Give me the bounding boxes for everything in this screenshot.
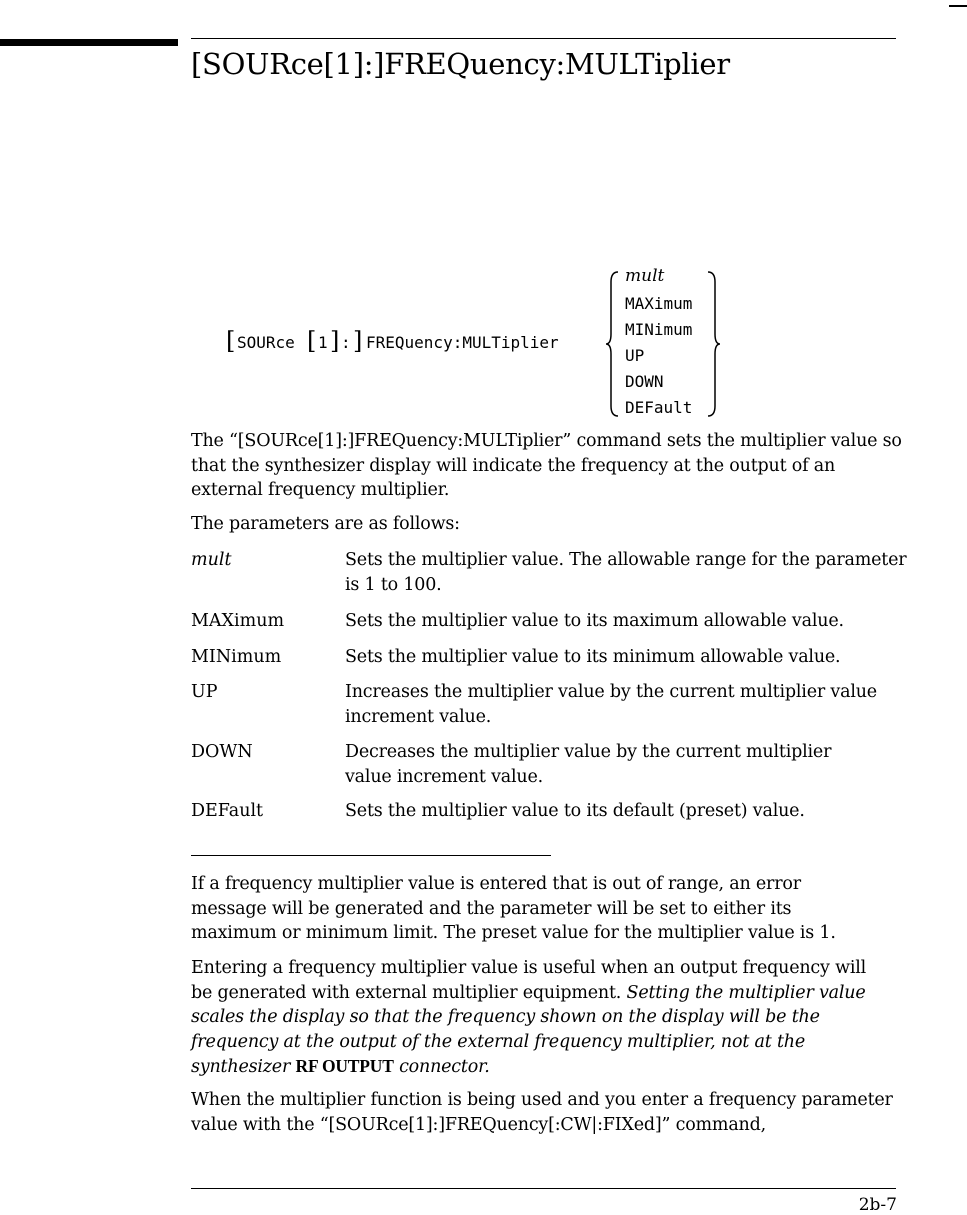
param-name: mult bbox=[191, 550, 232, 570]
param-description: Increases the multiplier value by the current multiplier value increment value. bbox=[345, 682, 877, 727]
note-usage-emphasis: Setting the multiplier value scales the display so that the frequency shown on the display will be the frequency at the output of the external frequency multiplier, not at the synthesizer bbox=[191, 982, 866, 1077]
syntax-option-down: DOWN bbox=[625, 372, 664, 391]
note-multiplier-usage bbox=[191, 956, 891, 1080]
right-brace bbox=[706, 270, 722, 418]
intro-paragraph: The “[SOURce[1]:]FREQuency:MULTiplier” command sets the multiplier value so that the synthesizer display will indicate the frequency at the output of an external frequency multiplier. bbox=[191, 431, 902, 500]
param-name: UP bbox=[191, 682, 218, 702]
syntax-option-minimum: MINimum bbox=[625, 320, 693, 339]
header-thick-bar bbox=[0, 39, 178, 46]
param-description: Decreases the multiplier value by the current multiplier value increment value. bbox=[345, 742, 832, 787]
syntax-command: FREQuency:MULTiplier bbox=[366, 333, 559, 352]
param-description: Sets the multiplier value to its maximum allowable value. bbox=[345, 611, 844, 631]
page-title: [SOURce[1]:]FREQuency:MULTiplier bbox=[191, 47, 730, 81]
note-out-of-range: If a frequency multiplier value is entered that is out of range, an error message will be generated and the parameter will be set to either its maximum or minimum limit. The preset value for the multiplier value is 1. bbox=[191, 874, 836, 943]
syntax-inner-open-bracket: [ bbox=[307, 327, 317, 355]
param-name: DOWN bbox=[191, 742, 253, 762]
left-brace bbox=[604, 270, 620, 418]
syntax-colon: : bbox=[341, 333, 351, 352]
syntax-open-bracket: [ bbox=[226, 327, 236, 355]
note-usage-emphasis-end: connector. bbox=[399, 1057, 490, 1077]
note-usage-text: Entering a frequency multiplier value is useful when an output frequency will be generated with external multiplier equipment. bbox=[191, 958, 867, 1003]
syntax-close-bracket: ] bbox=[353, 327, 363, 355]
syntax-option-default: DEFault bbox=[625, 398, 693, 417]
param-description: Sets the multiplier value to its minimum allowable value. bbox=[345, 647, 841, 667]
header-rule bbox=[191, 38, 896, 39]
param-description: Sets the multiplier value. The allowable range for the parameter is 1 to 100. bbox=[345, 550, 907, 595]
parameters-intro: The parameters are as follows: bbox=[191, 514, 460, 534]
page-number: 2b-7 bbox=[858, 1195, 897, 1215]
param-name: MINimum bbox=[191, 647, 282, 667]
syntax-option-up: UP bbox=[625, 346, 645, 365]
param-name: MAXimum bbox=[191, 611, 285, 631]
syntax-index: 1 bbox=[318, 333, 328, 352]
syntax-option-mult: mult bbox=[625, 266, 665, 286]
rf-output-label: RF OUTPUT bbox=[295, 1056, 394, 1076]
footer-rule bbox=[191, 1188, 896, 1189]
note-frequency-entry: When the multiplier function is being used and you enter a frequency parameter value with the “[SOURce[1]:]FREQuency[:CW|:FIXed]” command, bbox=[191, 1090, 893, 1135]
param-name: DEFault bbox=[191, 801, 264, 821]
syntax-source: SOURce bbox=[237, 333, 295, 352]
param-description: Sets the multiplier value to its default (preset) value. bbox=[345, 801, 805, 821]
syntax-option-maximum: MAXimum bbox=[625, 294, 693, 313]
syntax-inner-close-bracket: ] bbox=[330, 327, 340, 355]
section-divider bbox=[191, 855, 551, 856]
corner-tick bbox=[949, 5, 967, 7]
